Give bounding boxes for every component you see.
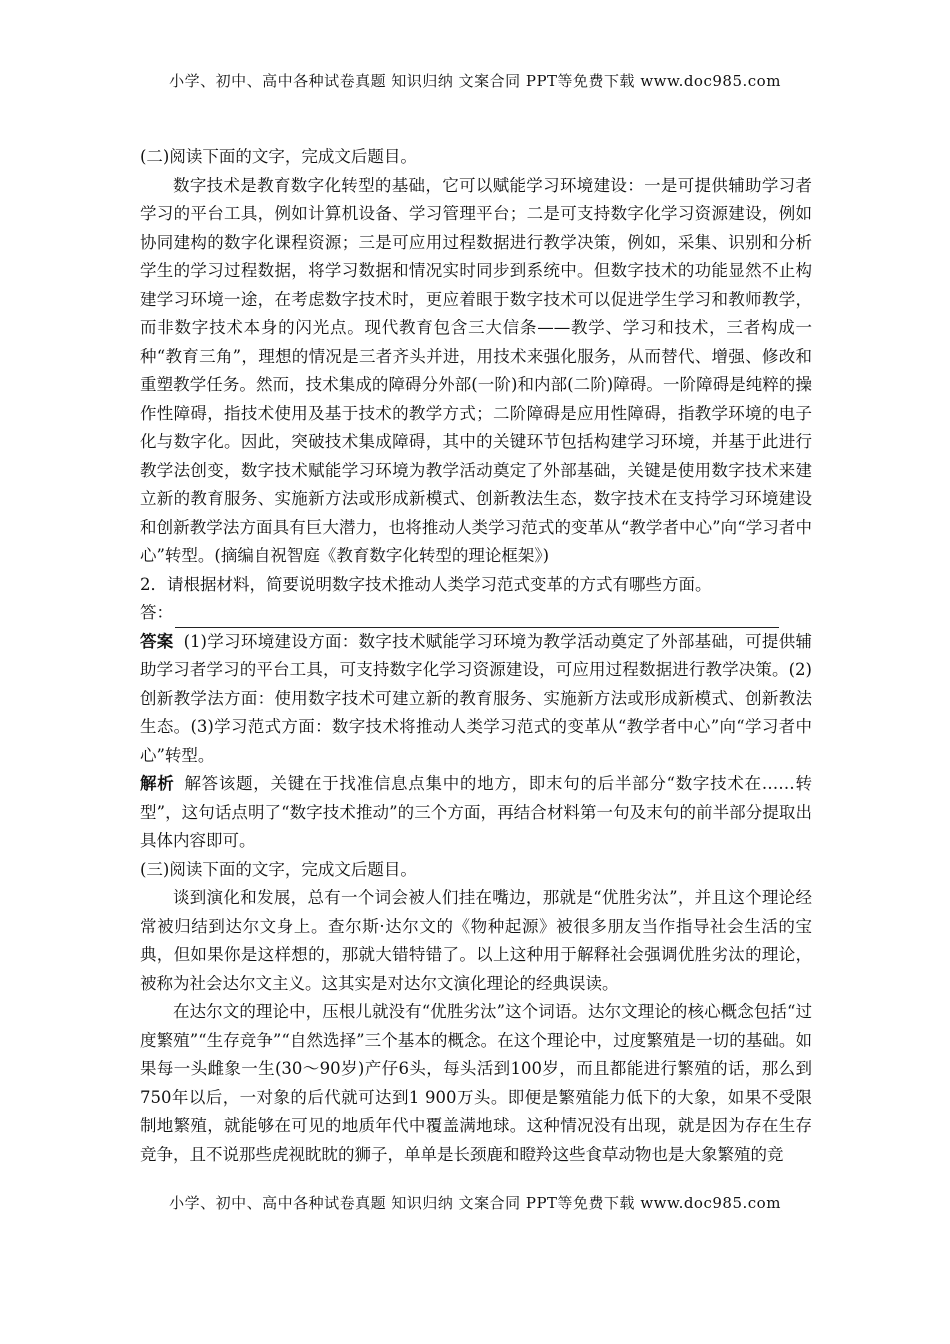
section-2-passage: 数字技术是教育数字化转型的基础，它可以赋能学习环境建设：一是可提供辅助学习者学习的平台工具，例如计算机设备、学习管理平台；二是可支持数字化学习资源建设，例如协同建构的数字化课程资源；三是可应用过程数据进行教学决策，例如，采集、识别和分析学生的学习过程数据，将学习数据和情况实时同步到系统中。但数字技术的功能显然不止构建学习环境一途，在考虑数字技术时，更应着眼于数字技术可以促进学生学习和教师教学，而非数字技术本身的闪光点。现代教育包含三大信条——教学、学习和技术，三者构成一种“教育三角”，理想的情况是三者齐头并进，用技术来强化服务，从而替代、增强、修改和重塑教学任务。然而，技术集成的障碍分外部(一阶)和内部(二阶)障碍。一阶障碍是纯粹的操作性障碍，指技术使用及基于技术的教学方式；二阶障碍是应用性障碍，指教学环境的电子化与数字化。因此，突破技术集成障碍，其中的关键环节包括构建学习环境，并基于此进行教学法创变，数字技术赋能学习环境为教学活动奠定了外部基础，关键是使用数字技术来建立新的教育服务、实施新方法或形成新模式、创新教法生态，数字技术在支持学习环境建设和创新教学法方面具有巨大潜力，也将推动人类学习范式的变革从“教学者中心”向“学习者中心”转型。(摘编自祝智庭《教育数字化转型的理论框架》) — [140, 175, 812, 565]
answer-label: 答案 — [140, 631, 174, 651]
answer-prompt: 答： — [140, 603, 173, 622]
section-3-paragraph-1: 谈到演化和发展，总有一个词会被人们挂在嘴边，那就是“优胜劣汰”，并且这个理论经常被归结到达尔文身上。查尔斯·达尔文的《物种起源》被很多朋友当作指导社会生活的宝典，但如果你是这样想的，那就大错特错了。以上这种用于解释社会强调优胜劣汰的理论，被称为社会达尔文主义。这其实是对达尔文演化理论的经典误读。 — [140, 888, 812, 993]
answer-input-line[interactable] — [175, 609, 779, 628]
analysis-block — [140, 770, 812, 856]
analysis-label: 解析 — [140, 774, 175, 793]
page-footer: 小学、初中、高中各种试卷真题 知识归纳 文案合同 PPT等免费下载 www.doc985.com — [169, 1194, 781, 1212]
question-2: 2．请根据材料，简要说明数字技术推动人类学习范式变革的方式有哪些方面。 — [140, 574, 712, 594]
analysis-text: 解答该题，关键在于找准信息点集中的地方，即末句的后半部分“数字技术在……转型”，这句话点明了“数字技术推动”的三个方面，再结合材料第一句及末句的前半部分提取出具体内容即可。 — [140, 774, 812, 850]
answer-block — [140, 628, 812, 771]
answer-text: (1)学习环境建设方面：数字技术赋能学习环境为教学活动奠定了外部基础，可提供辅助学习者学习的平台工具，可支持数字化学习资源建设，可应用过程数据进行教学决策。(2)创新教学法方面：使用数字技术可建立新的教育服务、实施新方法或形成新模式、创新教法生态。(3)学习范式方面：数字技术将推动人类学习范式的变革从“教学者中心”向“学习者中心”转型。 — [140, 631, 813, 765]
section-3-heading: (三)阅读下面的文字，完成文后题目。 — [140, 859, 417, 879]
section-2-heading: (二)阅读下面的文字，完成文后题目。 — [140, 147, 417, 166]
document-body — [140, 143, 812, 1169]
section-3-paragraph-2: 在达尔文的理论中，压根儿就没有“优胜劣汰”这个词语。达尔文理论的核心概念包括“过度繁殖”“生存竞争”“自然选择”三个基本的概念。在这个理论中，过度繁殖是一切的基础。如果每一头雌象一生(30～90岁)产仔6头，每头活到100岁，而且都能进行繁殖的话，那么到750年以后，一对象的后代就可达到1 900万头。即便是繁殖能力低下的大象，如果不受限制地繁殖，就能够在可见的地质年代中覆盖满地球。这种情况没有出现，就是因为存在生存竞争，且不说那些虎视眈眈的狮子，单单是长颈鹿和瞪羚这些食草动物也是大象繁殖的竞 — [140, 1002, 812, 1164]
page-header: 小学、初中、高中各种试卷真题 知识归纳 文案合同 PPT等免费下载 www.doc985.com — [169, 72, 781, 90]
answer-blank-line — [140, 599, 812, 628]
